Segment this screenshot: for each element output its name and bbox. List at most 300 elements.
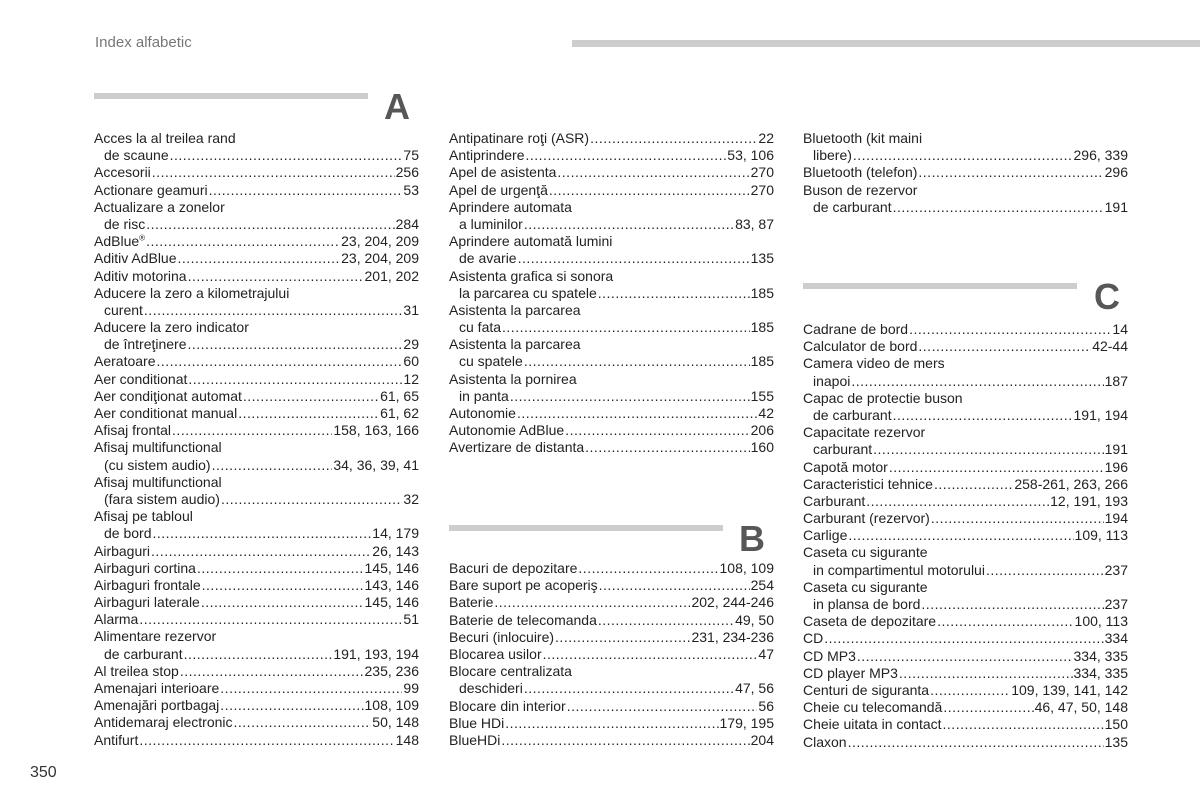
index-entry bbox=[803, 130, 1128, 164]
entry-pages: 270 bbox=[750, 164, 774, 181]
dot-leader bbox=[212, 457, 333, 474]
index-entry-line bbox=[94, 422, 419, 439]
index-entry-line bbox=[803, 459, 1128, 476]
index-entry-line bbox=[449, 371, 774, 388]
entry-term: AdBlue bbox=[94, 233, 140, 250]
index-entry bbox=[449, 268, 774, 302]
entry-pages: 284 bbox=[395, 215, 419, 232]
dot-leader bbox=[893, 199, 1104, 216]
index-entry bbox=[449, 577, 774, 594]
entry-term: Aditiv AdBlue bbox=[94, 250, 177, 267]
index-entry-line bbox=[449, 164, 774, 181]
dot-leader bbox=[243, 388, 379, 405]
entry-pages: 194 bbox=[1104, 510, 1128, 527]
index-entry-line bbox=[449, 577, 774, 594]
entry-term: Carburant (rezervor) bbox=[803, 510, 930, 527]
dot-leader bbox=[549, 182, 750, 199]
dot-leader bbox=[156, 353, 402, 370]
entry-term: Bacuri de depozitare bbox=[449, 560, 578, 576]
dot-leader bbox=[937, 613, 1073, 630]
entry-pages: 50, 148 bbox=[372, 714, 419, 731]
entry-pages: 46, 47, 50, 148 bbox=[1034, 699, 1128, 716]
index-entry bbox=[449, 594, 774, 611]
entry-term: in compartimentul motorului bbox=[813, 561, 985, 578]
index-entry-line bbox=[449, 233, 774, 250]
entry-term: Cheie uitata in contact bbox=[803, 716, 942, 733]
entry-pages: 42-44 bbox=[1092, 338, 1128, 355]
index-entry bbox=[94, 680, 419, 697]
index-entry bbox=[94, 697, 419, 714]
index-entry-line bbox=[94, 250, 419, 267]
entry-term: Alimentare rezervor bbox=[94, 628, 217, 645]
entry-term: Al treilea stop bbox=[94, 662, 179, 679]
entry-term: Aer conditionat manual bbox=[94, 405, 238, 421]
entry-term: Caracteristici tehnice bbox=[803, 475, 933, 492]
entry-pages: 109, 139, 141, 142 bbox=[1011, 681, 1128, 698]
dot-leader bbox=[873, 441, 1103, 458]
entry-term: Acces la al treilea rand bbox=[94, 130, 236, 146]
dot-leader bbox=[152, 164, 395, 181]
index-entry-line bbox=[94, 628, 419, 645]
entry-term: CD MP3 bbox=[803, 647, 856, 664]
entry-term: Amenajări portbagaj bbox=[94, 697, 220, 714]
dot-leader bbox=[221, 491, 402, 508]
index-entry-line bbox=[94, 130, 419, 147]
index-entry-line bbox=[449, 182, 774, 199]
index-entry bbox=[94, 543, 419, 560]
index-entry bbox=[94, 611, 419, 628]
entry-pages: 155 bbox=[750, 387, 774, 404]
dot-leader bbox=[501, 732, 749, 749]
index-entry bbox=[449, 646, 774, 663]
entry-term: Actionare geamuri bbox=[94, 181, 208, 198]
entry-term: de scaune bbox=[104, 147, 169, 164]
entry-term: Apel de asistenta bbox=[449, 164, 557, 181]
dot-leader bbox=[152, 525, 371, 542]
entry-pages: 179, 195 bbox=[719, 714, 774, 731]
entry-term: in panta bbox=[459, 387, 509, 404]
entry-pages: 334 bbox=[1104, 630, 1128, 647]
entry-term: Aeratoare bbox=[94, 353, 156, 370]
dot-leader bbox=[921, 596, 1103, 613]
entry-pages: 148 bbox=[395, 731, 419, 748]
dot-leader bbox=[146, 233, 340, 250]
index-entry-line bbox=[803, 476, 1128, 493]
index-entry-line bbox=[449, 199, 774, 216]
index-entry-line bbox=[449, 268, 774, 285]
index-entry bbox=[94, 268, 419, 285]
index-entry-line bbox=[94, 164, 419, 181]
entry-pages: 256 bbox=[395, 164, 419, 181]
entry-term: Carburant bbox=[803, 492, 866, 509]
entry-term: Antiprindere bbox=[449, 147, 525, 164]
section-a-letter: A bbox=[384, 86, 410, 127]
entry-pages: 160 bbox=[750, 439, 774, 456]
entry-pages: 61, 65 bbox=[380, 387, 419, 404]
entry-pages: 83, 87 bbox=[735, 215, 774, 232]
entry-term: Caseta cu sigurante bbox=[803, 578, 928, 595]
entry-term: Aditiv motorina bbox=[94, 267, 187, 284]
entry-term: Centuri de siguranta bbox=[803, 681, 930, 698]
entry-term: Cadrane de bord bbox=[803, 321, 909, 337]
dot-leader bbox=[557, 164, 749, 181]
dot-leader bbox=[238, 405, 379, 422]
index-entry-line bbox=[803, 355, 1128, 372]
entry-pages: 60 bbox=[403, 353, 419, 370]
dot-leader bbox=[934, 476, 1013, 493]
index-entry-line bbox=[803, 648, 1128, 665]
index-entry-line bbox=[449, 629, 774, 646]
index-entry bbox=[94, 405, 419, 422]
index-entry-line bbox=[94, 302, 419, 319]
entry-term: in plansa de bord bbox=[813, 596, 921, 612]
entry-pages: 12 bbox=[403, 370, 419, 387]
dot-leader bbox=[543, 646, 758, 663]
index-entry bbox=[94, 250, 419, 267]
index-entry-line bbox=[449, 646, 774, 663]
index-entry-line bbox=[803, 407, 1128, 424]
entry-term: Capacitate rezervor bbox=[803, 424, 926, 441]
entry-pages: 143, 146 bbox=[364, 576, 419, 593]
index-entry-line bbox=[803, 510, 1128, 527]
index-entry-line bbox=[803, 579, 1128, 596]
entry-pages: 56 bbox=[758, 697, 774, 714]
entry-term: de avarie bbox=[459, 250, 517, 267]
dot-leader bbox=[209, 182, 403, 199]
index-entry bbox=[94, 577, 419, 594]
index-entry-line bbox=[803, 147, 1128, 164]
entry-pages: 61, 62 bbox=[380, 405, 419, 421]
index-entry-line bbox=[94, 577, 419, 594]
index-entry-line bbox=[94, 388, 419, 405]
index-entry bbox=[449, 182, 774, 199]
entry-term: carburant bbox=[813, 441, 873, 458]
index-entry-line bbox=[803, 544, 1128, 561]
entry-term: Asistenta la parcarea bbox=[449, 301, 581, 318]
entry-pages: 191 bbox=[1104, 198, 1128, 215]
entry-pages: 201, 202 bbox=[364, 267, 419, 284]
index-column-1 bbox=[94, 130, 419, 749]
entry-pages: 185 bbox=[750, 319, 774, 336]
dot-leader bbox=[598, 612, 734, 629]
index-entry bbox=[803, 493, 1128, 510]
dot-leader bbox=[201, 594, 364, 611]
index-entry-line bbox=[94, 371, 419, 388]
dot-leader bbox=[139, 611, 402, 628]
section-b-letter: B bbox=[739, 518, 765, 559]
index-entry-line bbox=[94, 353, 419, 370]
entry-pages: 235, 236 bbox=[364, 662, 419, 679]
entry-term: Airbaguri cortina bbox=[94, 559, 196, 576]
dot-leader bbox=[848, 527, 1073, 544]
index-entry bbox=[94, 319, 419, 353]
index-entry-line bbox=[94, 439, 419, 456]
dot-leader bbox=[585, 439, 749, 456]
entry-term: Aer condiţionat automat bbox=[94, 387, 242, 404]
index-entry bbox=[803, 390, 1128, 424]
index-entry bbox=[94, 732, 419, 749]
entry-pages: 100, 113 bbox=[1074, 613, 1128, 630]
index-entry-line bbox=[803, 716, 1128, 733]
index-entry-line bbox=[449, 422, 774, 439]
index-entry bbox=[94, 714, 419, 731]
index-entry bbox=[803, 510, 1128, 527]
index-entry-line bbox=[94, 216, 419, 233]
entry-term: Aducere la zero indicator bbox=[94, 319, 249, 336]
entry-term: Asistenta grafica si sonora bbox=[449, 267, 614, 284]
entry-term: cu spatele bbox=[459, 353, 523, 370]
entry-term: CD player MP3 bbox=[803, 664, 898, 681]
entry-term: Afisaj multifunctional bbox=[94, 439, 222, 456]
entry-pages: 270 bbox=[750, 181, 774, 198]
dot-leader bbox=[139, 732, 394, 749]
entry-pages: 135 bbox=[1104, 733, 1128, 750]
index-entry-line bbox=[94, 319, 419, 336]
entry-term: Blue HDi bbox=[449, 714, 505, 731]
index-entry bbox=[803, 682, 1128, 699]
index-entry bbox=[803, 716, 1128, 733]
index-entry bbox=[449, 698, 774, 715]
entry-pages: 187 bbox=[1104, 372, 1128, 389]
index-entry bbox=[803, 355, 1128, 389]
index-entry bbox=[803, 182, 1128, 216]
index-entry bbox=[94, 439, 419, 473]
index-entry-line bbox=[803, 562, 1128, 579]
index-entry-line bbox=[94, 405, 419, 422]
index-entry bbox=[94, 285, 419, 319]
index-entry bbox=[449, 612, 774, 629]
dot-leader bbox=[893, 407, 1073, 424]
index-entry-line bbox=[94, 732, 419, 749]
entry-term: Asistenta la parcarea bbox=[449, 336, 581, 353]
index-entry-line bbox=[94, 663, 419, 680]
entry-term: (cu sistem audio) bbox=[104, 456, 211, 473]
entry-term: Aer conditionat bbox=[94, 370, 188, 387]
index-entry-line bbox=[449, 336, 774, 353]
entry-pages: 185 bbox=[750, 353, 774, 370]
dot-leader bbox=[518, 250, 750, 267]
index-entry bbox=[803, 613, 1128, 630]
index-entry bbox=[94, 422, 419, 439]
dot-leader bbox=[851, 373, 1103, 390]
entry-term: Antipatinare roţi (ASR) bbox=[449, 130, 590, 146]
dot-leader bbox=[943, 716, 1104, 733]
dot-leader bbox=[524, 216, 734, 233]
dot-leader bbox=[986, 562, 1104, 579]
entry-pages: 150 bbox=[1104, 716, 1128, 733]
entry-pages: 158, 163, 166 bbox=[333, 422, 419, 439]
index-entry-line bbox=[803, 373, 1128, 390]
index-entry-line bbox=[94, 491, 419, 508]
entry-pages: 32 bbox=[403, 490, 419, 507]
dot-leader bbox=[930, 682, 1010, 699]
registered-sup: ® bbox=[139, 233, 146, 243]
index-entry-line bbox=[803, 734, 1128, 751]
dot-leader bbox=[824, 630, 1103, 647]
entry-pages: 204 bbox=[750, 731, 774, 748]
index-entry bbox=[803, 699, 1128, 716]
dot-leader bbox=[184, 646, 333, 663]
index-entry bbox=[94, 199, 419, 233]
entry-pages: 34, 36, 39, 41 bbox=[333, 456, 419, 473]
dot-leader bbox=[931, 510, 1104, 527]
index-entry-line bbox=[449, 130, 774, 147]
entry-term: Aducere la zero a kilometrajului bbox=[94, 284, 290, 301]
entry-pages: 334, 335 bbox=[1073, 664, 1128, 681]
index-entry-line bbox=[94, 525, 419, 542]
dot-leader bbox=[524, 680, 734, 697]
entry-pages: 47 bbox=[758, 645, 774, 662]
entry-term: inapoi bbox=[813, 372, 851, 389]
index-entry-line bbox=[449, 680, 774, 697]
entry-term: Aprindere automata bbox=[449, 198, 572, 215]
entry-term: Calculator de bord bbox=[803, 338, 918, 355]
dot-leader bbox=[918, 338, 1091, 355]
entry-term: libere) bbox=[813, 147, 852, 164]
dot-leader bbox=[848, 734, 1104, 751]
index-column-3-bluetooth bbox=[803, 130, 1128, 216]
entry-term: Carlige bbox=[803, 527, 848, 544]
entry-term: Capac de protectie buson bbox=[803, 389, 963, 406]
entry-term: Airbaguri laterale bbox=[94, 594, 200, 611]
entry-term: Caseta cu sigurante bbox=[803, 544, 928, 561]
entry-term: de întreţinere bbox=[104, 336, 187, 353]
index-entry bbox=[803, 476, 1128, 493]
dot-leader bbox=[220, 697, 363, 714]
section-c-bar bbox=[803, 283, 1077, 289]
index-entry-line bbox=[803, 699, 1128, 716]
dot-leader bbox=[172, 422, 332, 439]
index-entry-line bbox=[803, 665, 1128, 682]
dot-leader bbox=[524, 353, 750, 370]
entry-pages: 26, 143 bbox=[372, 542, 419, 559]
entry-term: Blocare centralizata bbox=[449, 663, 572, 680]
dot-leader bbox=[494, 594, 690, 611]
index-entry-line bbox=[803, 527, 1128, 544]
entry-pages: 51 bbox=[403, 611, 419, 628]
index-entry-line bbox=[449, 560, 774, 577]
dot-leader bbox=[510, 388, 750, 405]
index-entry-line bbox=[94, 594, 419, 611]
index-entry bbox=[449, 233, 774, 267]
index-entry-line bbox=[94, 697, 419, 714]
index-entry-line bbox=[94, 457, 419, 474]
index-entry bbox=[449, 336, 774, 370]
index-entry-line bbox=[449, 388, 774, 405]
entry-term: a luminilor bbox=[459, 215, 523, 232]
dot-leader bbox=[918, 164, 1103, 181]
dot-leader bbox=[857, 648, 1073, 665]
index-entry-line bbox=[94, 646, 419, 663]
index-entry-line bbox=[94, 233, 419, 250]
index-entry bbox=[94, 371, 419, 388]
dot-leader bbox=[151, 543, 371, 560]
entry-term: Becuri (inlocuire) bbox=[449, 628, 555, 645]
entry-term: Accesorii bbox=[94, 164, 151, 181]
dot-leader bbox=[567, 698, 758, 715]
dot-leader bbox=[197, 560, 364, 577]
entry-term: Capotă motor bbox=[803, 458, 888, 475]
dot-leader bbox=[599, 577, 750, 594]
index-entry bbox=[94, 353, 419, 370]
index-entry-line bbox=[94, 474, 419, 491]
entry-pages: 145, 146 bbox=[364, 594, 419, 611]
dot-leader bbox=[526, 147, 727, 164]
entry-term: Blocare din interior bbox=[449, 697, 566, 714]
dot-leader bbox=[220, 680, 402, 697]
dot-leader bbox=[899, 665, 1073, 682]
entry-pages: 53, 106 bbox=[727, 147, 774, 164]
index-entry-line bbox=[803, 493, 1128, 510]
entry-pages: 206 bbox=[750, 422, 774, 439]
entry-term: Bare suport pe acoperiş bbox=[449, 577, 598, 594]
entry-term: BlueHDi bbox=[449, 731, 501, 748]
dot-leader bbox=[866, 493, 1049, 510]
index-entry-line bbox=[803, 441, 1128, 458]
index-entry-line bbox=[803, 682, 1128, 699]
index-entry bbox=[449, 439, 774, 456]
index-entry-line bbox=[94, 714, 419, 731]
index-entry-line bbox=[94, 199, 419, 216]
entry-term: Antidemaraj electronic bbox=[94, 714, 233, 731]
index-entry bbox=[449, 405, 774, 422]
index-entry bbox=[803, 544, 1128, 578]
dot-leader bbox=[502, 319, 750, 336]
entry-term: Avertizare de distanta bbox=[449, 439, 585, 456]
index-entry bbox=[94, 560, 419, 577]
entry-pages: 14, 179 bbox=[372, 525, 419, 542]
entry-term: curent bbox=[104, 301, 143, 318]
entry-term: Baterie bbox=[449, 594, 494, 611]
index-entry bbox=[803, 630, 1128, 647]
index-entry-line bbox=[803, 199, 1128, 216]
entry-term: Claxon bbox=[803, 733, 847, 750]
entry-pages: 202, 244-246 bbox=[691, 594, 774, 611]
entry-term: Amenajari interioare bbox=[94, 680, 220, 696]
index-entry-line bbox=[94, 508, 419, 525]
entry-pages: 109, 113 bbox=[1074, 527, 1128, 544]
entry-pages: 334, 335 bbox=[1073, 647, 1128, 664]
entry-pages: 31 bbox=[403, 301, 419, 318]
index-entry bbox=[803, 424, 1128, 458]
index-entry-line bbox=[449, 732, 774, 749]
dot-leader bbox=[578, 560, 718, 577]
entry-term: de bord bbox=[104, 525, 152, 542]
dot-leader bbox=[909, 321, 1111, 338]
dot-leader bbox=[590, 130, 757, 147]
dot-leader bbox=[144, 302, 403, 319]
index-entry-line bbox=[803, 596, 1128, 613]
index-entry bbox=[94, 130, 419, 164]
entry-pages: 191, 194 bbox=[1073, 406, 1128, 423]
entry-term: Asistenta la pornirea bbox=[449, 370, 577, 387]
entry-term: Caseta de depozitare bbox=[803, 613, 937, 630]
index-entry bbox=[94, 594, 419, 611]
entry-pages: 296, 339 bbox=[1073, 147, 1128, 164]
entry-term: Alarma bbox=[94, 611, 139, 628]
dot-leader bbox=[146, 216, 394, 233]
section-a-bar bbox=[94, 93, 368, 99]
index-entry bbox=[94, 474, 419, 508]
index-entry-line bbox=[803, 613, 1128, 630]
entry-term: Blocarea usilor bbox=[449, 645, 542, 662]
index-entry bbox=[449, 732, 774, 749]
index-entry-line bbox=[449, 216, 774, 233]
index-entry bbox=[449, 663, 774, 697]
index-entry bbox=[94, 182, 419, 199]
dot-leader bbox=[202, 577, 364, 594]
index-entry-line bbox=[449, 698, 774, 715]
